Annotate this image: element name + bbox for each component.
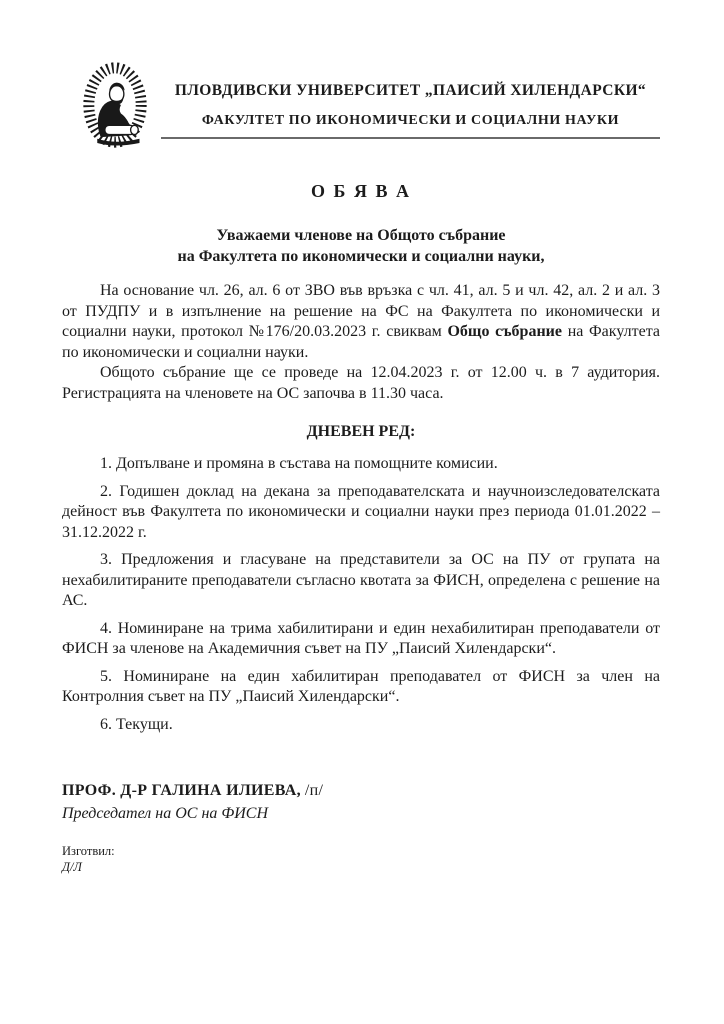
agenda-item-1: 1. Допълване и промяна в състава на помощните комисии. — [100, 455, 498, 472]
document-body — [62, 180, 660, 875]
general-assembly-emphasis: Общо събрание — [447, 323, 562, 340]
university-name: ПЛОВДИВСКИ УНИВЕРСИТЕТ „ПАИСИЙ ХИЛЕНДАРСКИ“ — [174, 82, 647, 99]
agenda-item-5: 5. Номиниране на един хабилитиран преподавател от ФИСН за член на Контролния съвет на ПУ „Паисий Хилендарски“. — [62, 667, 660, 705]
greeting-line-2: на Факултета по икономически и социални науки, — [177, 248, 545, 265]
letterhead — [0, 0, 724, 153]
announcement-title: О Б Я В А — [311, 181, 411, 201]
paisii-hilendarski-emblem-icon — [77, 57, 153, 153]
prepared-by-initials: Д/Л — [62, 860, 82, 874]
agenda-item-6: 6. Текущи. — [100, 715, 173, 733]
signatory-name: ПРОФ. Д-Р ГАЛИНА ИЛИЕВА, — [62, 782, 301, 799]
prepared-by-label: Изготвил: — [62, 844, 115, 858]
agenda-item-4: 4. Номиниране на трима хабилитирани и един нехабилитиран преподаватели от ФИСН за членове на Академичния съвет на ПУ „Паисий Хилендарски“. — [62, 619, 660, 657]
university-logo — [77, 57, 153, 153]
agenda-item-2: 2. Годишен доклад на декана за преподавателската и научноизследователската дейност във Факултета по икономически и социални науки през периода 01.01.2022 – 31.12.2022 г. — [62, 482, 660, 541]
letterhead-text — [161, 57, 660, 139]
signatory-name-line — [62, 781, 660, 801]
signatory-role: Председател на ОС на ФИСН — [62, 805, 269, 822]
greeting-block — [62, 225, 660, 267]
paragraph-text-before: На основание чл. 26, ал. 6 от ЗВО във връзка с чл. 41, ал. 5 и чл. 42, ал. 2 и ал. 3 от ПУДПУ и в изпълнение на решение на ФС на Факултета по икономически и социални науки, протокол №176/20.03.2023 г. свиквам — [62, 282, 660, 340]
signature-block — [62, 781, 660, 875]
agenda-heading: ДНЕВЕН РЕД: — [306, 423, 416, 440]
faculty-name: ФАКУЛТЕТ ПО ИКОНОМИЧЕСКИ И СОЦИАЛНИ НАУКИ — [201, 113, 620, 128]
agenda-item-3: 3. Предложения и гласуване на представители за ОС на ПУ от групата на нехабилитираните преподаватели съгласно квотата за ФИСН, определена с решение на АС. — [62, 551, 660, 609]
greeting-line-1: Уважаеми членове на Общото събрание — [216, 227, 506, 244]
signed-in-original-mark: /п/ — [304, 782, 324, 799]
paragraph-legal-basis — [62, 281, 660, 363]
paragraph-text-after: на Факултета по икономически и социални науки. — [62, 323, 660, 361]
paragraph-meeting-details: Общото събрание ще се проведе на 12.04.2023 г. от 12.00 ч. в 7 аудитория. Регистрацията на членовете на ОС започва в 11.30 часа. — [62, 364, 660, 402]
